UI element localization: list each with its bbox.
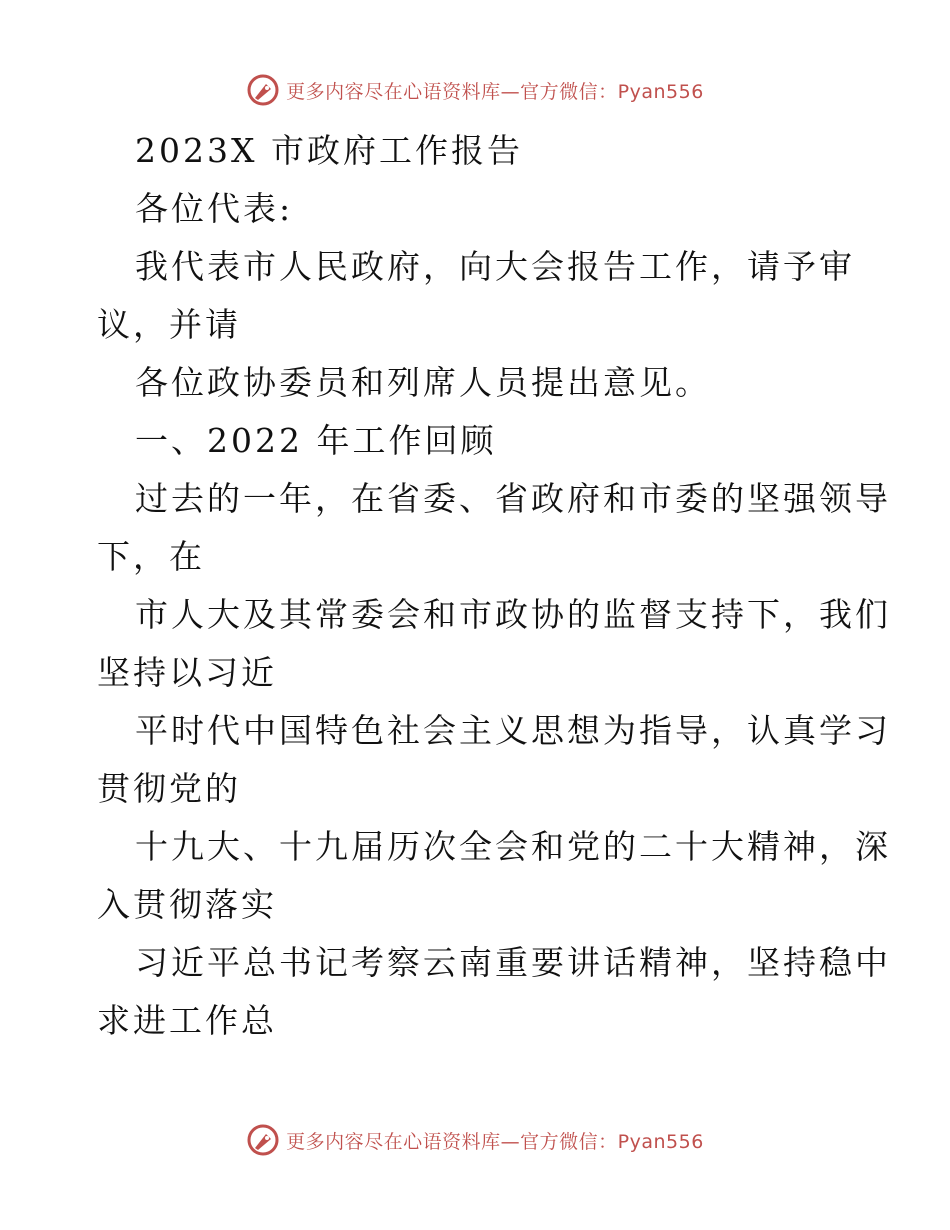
text-line: 入贯彻落实 bbox=[97, 885, 277, 924]
pen-nib-logo-icon bbox=[246, 1123, 280, 1157]
footer-watermark-text: 更多内容尽在心语资料库—官方微信：Pyan556 bbox=[286, 1130, 704, 1153]
header-watermark-text: 更多内容尽在心语资料库—官方微信：Pyan556 bbox=[286, 80, 704, 103]
text-line: 求进工作总 bbox=[97, 1001, 277, 1040]
text-line: 平时代中国特色社会主义思想为指导，认真学习 bbox=[135, 711, 891, 750]
text-line: 下，在 bbox=[97, 537, 205, 576]
text-line: 议，并请 bbox=[97, 305, 241, 344]
text-line: 贯彻党的 bbox=[97, 769, 241, 808]
text-line: 习近平总书记考察云南重要讲话精神，坚持稳中 bbox=[135, 943, 891, 982]
text-line: 一、2022 年工作回顾 bbox=[135, 421, 497, 460]
document-body bbox=[97, 122, 891, 1050]
text-line: 过去的一年，在省委、省政府和市委的坚强领导 bbox=[135, 479, 891, 518]
footer-watermark-banner bbox=[0, 1120, 950, 1160]
text-line: 我代表市人民政府，向大会报告工作，请予审 bbox=[135, 247, 855, 286]
text-line: 市人大及其常委会和市政协的监督支持下，我们 bbox=[135, 595, 891, 634]
text-line: 2023X 市政府工作报告 bbox=[135, 131, 523, 170]
text-line: 各位代表: bbox=[135, 189, 294, 228]
pen-nib-logo-icon bbox=[246, 73, 280, 107]
text-line: 各位政协委员和列席人员提出意见。 bbox=[135, 363, 711, 402]
text-line: 坚持以习近 bbox=[97, 653, 277, 692]
text-line: 十九大、十九届历次全会和党的二十大精神，深 bbox=[135, 827, 891, 866]
header-watermark-banner bbox=[0, 70, 950, 110]
